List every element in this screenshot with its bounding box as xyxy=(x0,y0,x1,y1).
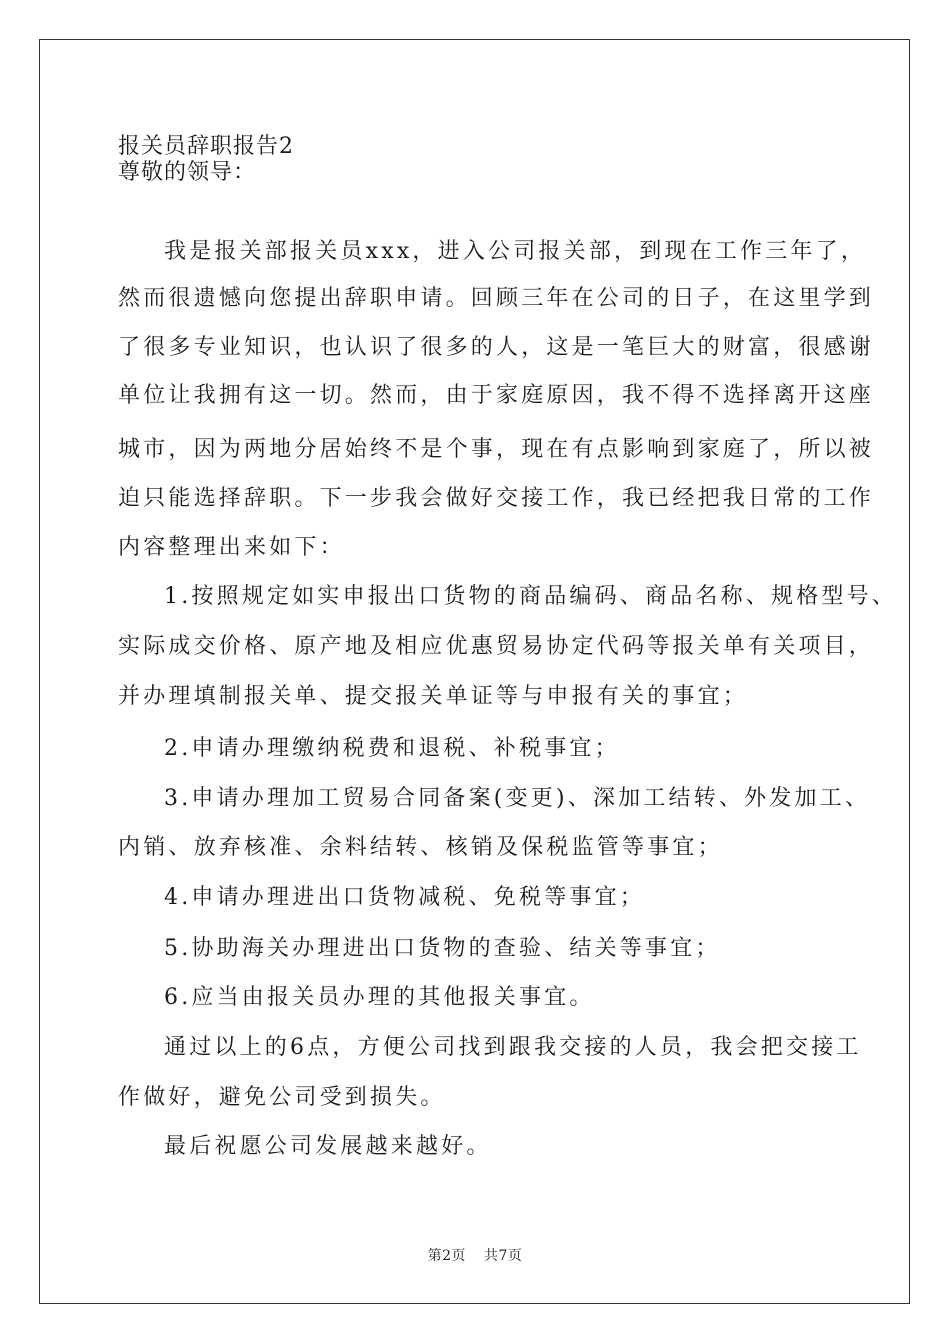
list-item: 3.申请办理加工贸易合同备案(变更)、深加工结转、外发加工、 xyxy=(164,786,871,811)
body-line: 我是报关部报关员xxx，进入公司报关部，到现在工作三年了， xyxy=(164,239,867,264)
list-item: 2.申请办理缴纳税费和退税、补税事宜； xyxy=(164,736,620,761)
page-number: 第2页 xyxy=(427,1248,466,1264)
body-line: 迫只能选择辞职。下一步我会做好交接工作，我已经把我日常的工作 xyxy=(118,486,875,511)
document-title: 报关员辞职报告2 xyxy=(118,134,294,159)
list-item: 5.协助海关办理进出口货物的查验、结关等事宜； xyxy=(164,936,721,961)
list-item: 4.申请办理进出口货物减税、免税等事宜； xyxy=(164,885,645,910)
body-line: 通过以上的6点，方便公司找到跟我交接的人员，我会把交接工 xyxy=(164,1035,862,1060)
list-item: 6.应当由报关员办理的其他报关事宜。 xyxy=(164,985,595,1010)
list-item: 1.按照规定如实申报出口货物的商品编码、商品名称、规格型号、 xyxy=(164,584,897,609)
list-item-continuation: 并办理填制报关单、提交报关单证等与申报有关的事宜； xyxy=(118,684,749,709)
body-line: 内容整理出来如下： xyxy=(118,535,345,560)
body-line: 作做好，避免公司受到损失。 xyxy=(118,1085,446,1110)
closing-line: 最后祝愿公司发展越来越好。 xyxy=(164,1134,492,1159)
page-footer xyxy=(0,1246,950,1266)
body-line: 单位让我拥有这一切。然而，由于家庭原因，我不得不选择离开这座 xyxy=(118,383,875,408)
body-line: 然而很遗憾向您提出辞职申请。回顾三年在公司的日子，在这里学到 xyxy=(118,286,875,311)
salutation: 尊敬的领导： xyxy=(118,160,257,185)
body-line: 了很多专业知识，也认识了很多的人，这是一笔巨大的财富，很感谢 xyxy=(118,335,875,360)
page-total: 共7页 xyxy=(484,1248,523,1264)
list-item-continuation: 实际成交价格、原产地及相应优惠贸易协定代码等报关单有关项目， xyxy=(118,634,875,659)
list-item-continuation: 内销、放弃核准、余料结转、核销及保税监管等事宜； xyxy=(118,835,723,860)
body-line: 城市，因为两地分居始终不是个事，现在有点影响到家庭了，所以被 xyxy=(118,437,875,462)
page-border xyxy=(39,39,910,1304)
